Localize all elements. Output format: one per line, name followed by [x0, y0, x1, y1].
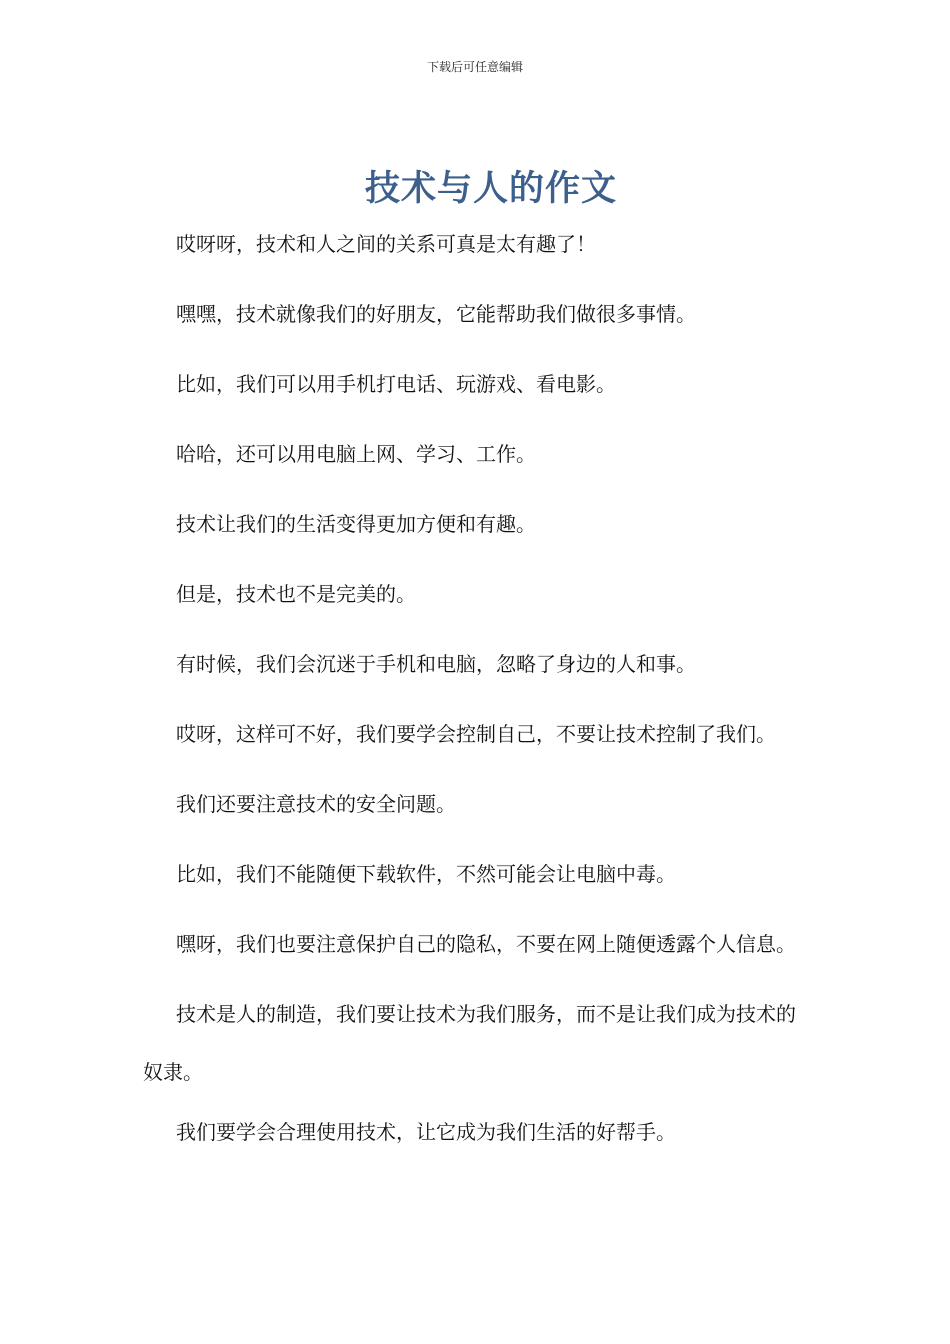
paragraph: 比如，我们可以用手机打电话、玩游戏、看电影。 [176, 372, 616, 396]
paragraph: 哈哈，还可以用电脑上网、学习、工作。 [176, 442, 536, 466]
document-title: 技术与人的作文 [364, 169, 617, 209]
essay-body [143, 225, 811, 1183]
paragraph: 技术是人的制造，我们要让技术为我们服务，而不是让我们成为技术的奴隶。 [143, 1002, 796, 1084]
paragraph: 嘿呀，我们也要注意保护自己的隐私，不要在网上随便透露个人信息。 [176, 932, 796, 956]
paragraph: 比如，我们不能随便下载软件，不然可能会让电脑中毒。 [176, 862, 676, 886]
paragraph: 我们还要注意技术的安全问题。 [176, 792, 456, 816]
paragraph: 技术让我们的生活变得更加方便和有趣。 [176, 512, 536, 536]
paragraph: 嘿嘿，技术就像我们的好朋友，它能帮助我们做很多事情。 [176, 302, 696, 326]
paragraph: 哎呀呀，技术和人之间的关系可真是太有趣了！ [176, 232, 596, 256]
paragraph: 我们要学会合理使用技术，让它成为我们生活的好帮手。 [176, 1120, 676, 1144]
paragraph: 但是，技术也不是完美的。 [176, 582, 416, 606]
page-header-note: 下载后可任意编辑 [426, 60, 523, 74]
paragraph: 有时候，我们会沉迷于手机和电脑，忽略了身边的人和事。 [176, 652, 696, 676]
paragraph: 哎呀，这样可不好，我们要学会控制自己，不要让技术控制了我们。 [176, 722, 776, 746]
